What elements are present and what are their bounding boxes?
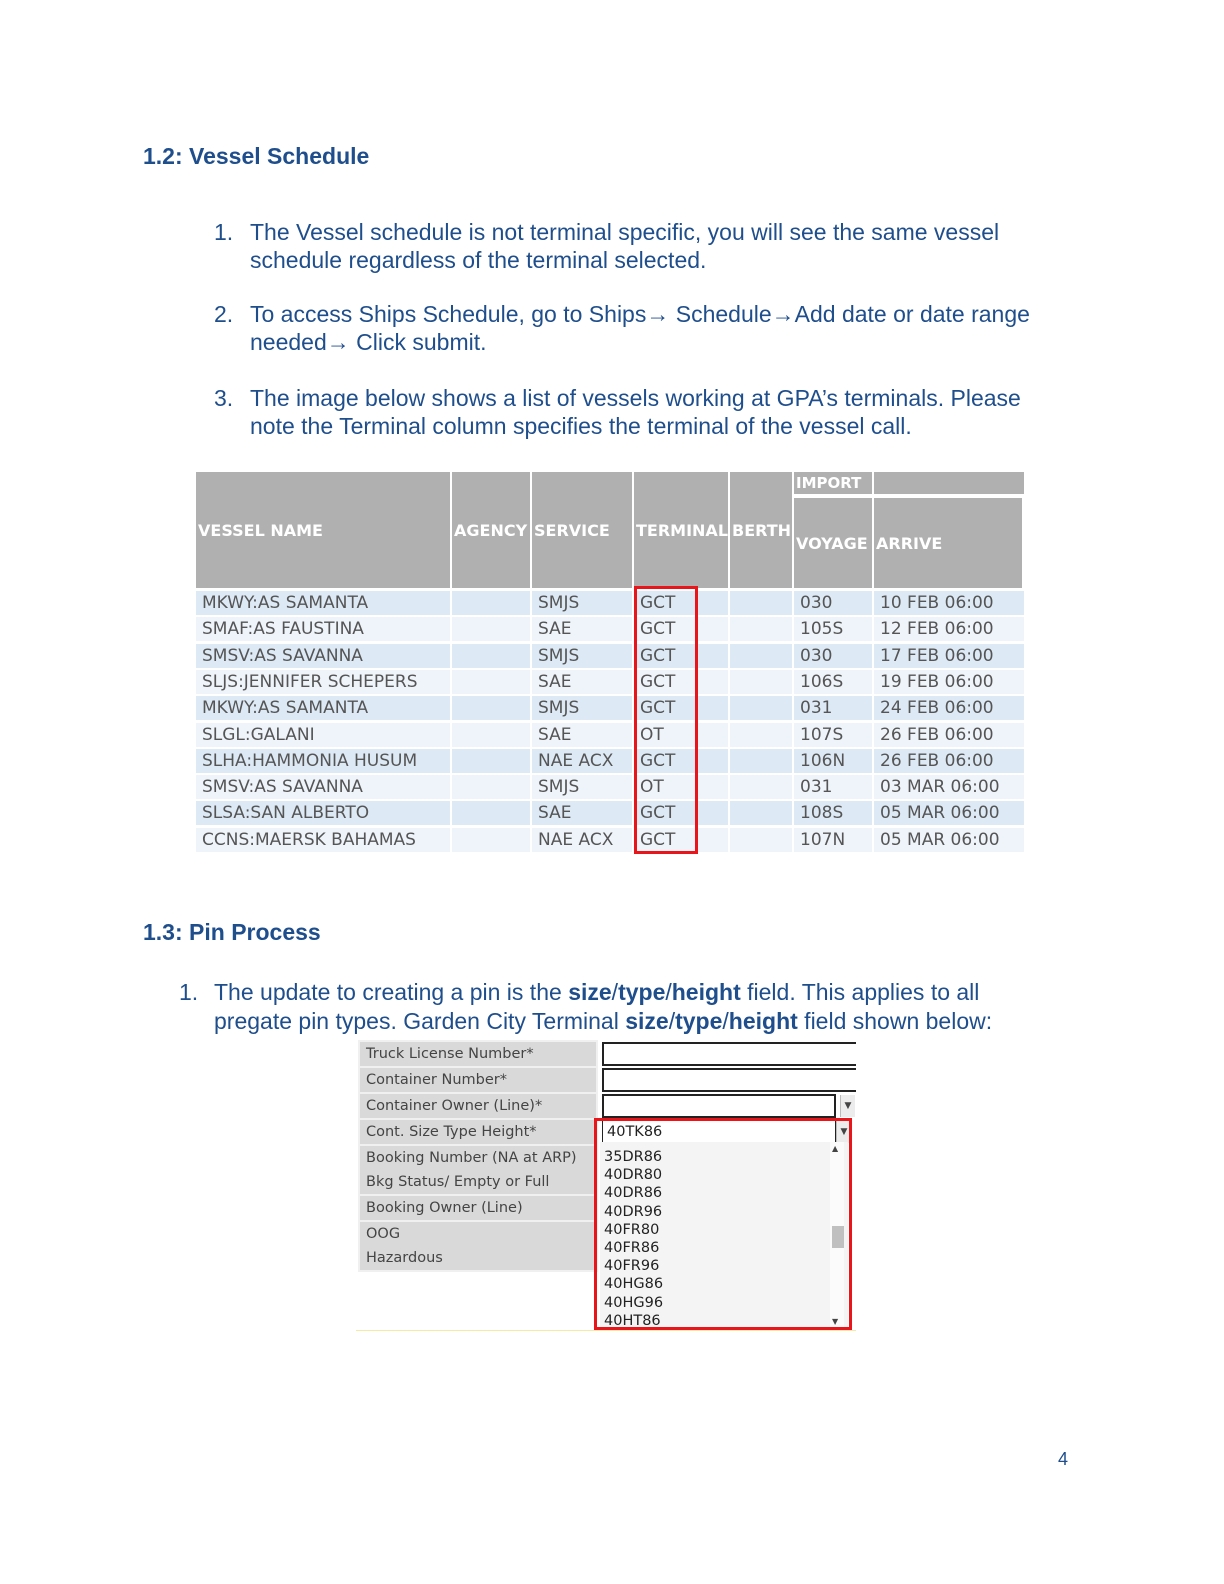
text-slash: / [611,979,619,1005]
dropdown-option[interactable]: 40FR80 [604,1221,660,1238]
size-type-height-select[interactable]: 40TK86 [602,1120,836,1144]
field-label-booking-owner: Booking Owner (Line) [360,1196,596,1220]
cell-terminal: GCT [640,645,676,666]
list-item [179,978,1099,1038]
cell-vessel: SLSA:SAN ALBERTO [202,803,370,824]
cell-agency [452,617,530,641]
cell-terminal: GCT [640,671,676,692]
text-run: pregate pin types. Garden City Terminal [214,1008,626,1034]
col-header-berth: BERTH [730,472,792,588]
cell-berth [730,775,792,799]
dropdown-option[interactable]: 40HT86 [604,1312,661,1328]
cell-berth [730,670,792,694]
cell-agency [452,775,530,799]
col-header-arrive: ARRIVE [874,498,1022,588]
field-label-oog: OOG [360,1222,596,1246]
cell-arrive: 12 FEB 06:00 [880,619,994,640]
table-row [196,591,1024,615]
cell-voyage: 107S [800,724,844,745]
cell-service: SAE [538,724,572,745]
cell-berth [730,723,792,747]
col-header-terminal: TERMINAL [634,472,728,588]
cell-arrive: 26 FEB 06:00 [880,724,994,745]
list-item [214,384,1094,440]
cell-vessel: MKWY:AS SAMANTA [202,593,369,613]
container-number-input[interactable] [602,1068,856,1092]
cell-terminal: GCT [640,593,676,613]
cell-berth [730,644,792,668]
list-text [250,300,1030,356]
cell-agency [452,828,530,852]
cell-arrive: 19 FEB 06:00 [880,671,994,692]
cell-berth [730,591,792,615]
cell-vessel: MKWY:AS SAMANTA [202,698,369,719]
bold-size: size [568,979,612,1005]
cell-terminal: GCT [640,750,676,771]
highlight-box-size-type-height [594,1118,852,1330]
cell-terminal: GCT [640,698,676,719]
col-header-voyage: VOYAGE [794,498,872,588]
table-row [196,801,1024,825]
list-text [250,218,999,274]
table-row [196,775,1024,799]
cell-terminal: OT [640,724,664,745]
cell-terminal: GCT [640,829,676,850]
cell-terminal: OT [640,777,664,798]
divider-line [356,1330,856,1331]
cell-vessel: SLGL:GALANI [202,724,315,745]
cell-vessel: SMSV:AS SAVANNA [202,645,363,666]
list-text-line: needed→ Click submit. [250,329,487,355]
column-separator [530,472,532,854]
pin-form-screenshot [356,1040,856,1332]
cell-service: NAE ACX [538,750,614,771]
import-group-header: IMPORT [794,472,1024,494]
cell-service: SMJS [538,593,580,613]
cell-terminal: GCT [640,619,676,640]
cell-voyage: 107N [800,829,846,850]
cell-service: SMJS [538,698,580,719]
column-separator [792,472,794,854]
cell-arrive: 26 FEB 06:00 [880,750,994,771]
col-header-vessel-name: VESSEL NAME [196,472,450,588]
cell-arrive: 17 FEB 06:00 [880,645,994,666]
text-slash: / [668,1008,676,1034]
cell-service: SMJS [538,645,580,666]
section-heading-vessel-schedule: 1.2: Vessel Schedule [143,143,370,169]
page-number: 4 [1058,1449,1069,1469]
cell-voyage: 106S [800,671,844,692]
list-number: 2. [214,301,234,327]
bold-type: type [675,1008,723,1034]
column-separator [872,472,874,854]
cell-service: SAE [538,671,572,692]
dropdown-option[interactable]: 40DR96 [604,1203,663,1220]
cell-berth [730,749,792,773]
text-slash: / [665,979,672,1005]
chevron-down-icon[interactable]: ▼ [840,1095,855,1117]
cell-agency [452,591,530,615]
cell-voyage: 031 [800,777,833,798]
cell-agency [452,749,530,773]
cell-service: SAE [538,619,572,640]
text-run: field. This applies to all [740,979,980,1005]
dropdown-option[interactable]: 40HG86 [604,1276,664,1293]
list-item [214,218,1094,274]
cell-agency [452,801,530,825]
bold-size: size [625,1008,669,1034]
table-row [196,723,1024,747]
cell-berth [730,801,792,825]
cell-agency [452,670,530,694]
cell-service: NAE ACX [538,829,614,850]
cell-voyage: 030 [800,593,833,613]
col-header-agency: AGENCY [452,472,530,588]
text-run: The update to creating a pin is the [214,979,569,1005]
field-label-booking-number: Booking Number (NA at ARP) [360,1146,596,1170]
field-label-container-number: Container Number* [360,1068,596,1092]
list-text-line: To access Ships Schedule, go to Ships→ Schedule→Add date or date range [250,301,1030,327]
dropdown-option[interactable]: 40FR96 [604,1258,660,1275]
dropdown-option[interactable]: 40HG96 [604,1294,664,1311]
list-text-line: schedule regardless of the terminal selected. [250,247,707,273]
cell-voyage: 106N [800,750,846,771]
list-text-line: The image below shows a list of vessels working at GPA’s terminals. Please [250,385,1021,411]
table-row [196,749,1024,773]
vessel-schedule-table [196,472,1024,854]
list-text [214,978,992,1036]
column-separator [728,472,730,854]
table-row [196,644,1024,668]
table-row [196,670,1024,694]
truck-license-input[interactable] [602,1042,856,1066]
field-label-truck-license: Truck License Number* [360,1042,596,1066]
section-heading-pin-process: 1.3: Pin Process [143,919,321,945]
table-row [196,828,1024,852]
text-slash: / [722,1008,729,1034]
list-number: 1. [214,219,234,245]
cell-arrive: 05 MAR 06:00 [880,803,1000,824]
scroll-down-icon[interactable]: ▼ [832,1317,839,1326]
dropdown-option[interactable]: 40DR80 [604,1167,663,1184]
list-number: 3. [214,385,234,411]
list-item [214,300,1094,356]
cell-arrive: 05 MAR 06:00 [880,829,1000,850]
bold-height: height [671,979,741,1005]
cell-berth [730,617,792,641]
dropdown-option[interactable]: 40DR86 [604,1185,663,1202]
table-row [196,696,1024,720]
scroll-up-icon[interactable]: ▲ [832,1144,839,1153]
list-text-line: The Vessel schedule is not terminal specific, you will see the same vessel [250,219,1000,245]
field-label-bkg-status: Bkg Status/ Empty or Full [360,1170,596,1194]
cell-berth [730,828,792,852]
container-owner-select[interactable] [602,1094,836,1118]
cell-service: SMJS [538,777,580,798]
list-text [250,384,1021,440]
cell-vessel: SMSV:AS SAVANNA [202,777,363,798]
dropdown-option[interactable]: 40FR86 [604,1240,660,1256]
cell-agency [452,644,530,668]
text-run: field shown below: [797,1008,993,1034]
cell-voyage: 105S [800,619,844,640]
field-label-container-owner: Container Owner (Line)* [360,1094,596,1118]
chevron-down-icon[interactable]: ▼ [836,1121,851,1143]
cell-voyage: 030 [800,645,833,666]
cell-agency [452,723,530,747]
cell-vessel: SLJS:JENNIFER SCHEPERS [202,671,418,692]
list-number: 1. [179,979,199,1005]
col-header-service: SERVICE [532,472,632,588]
bold-height: height [728,1008,798,1034]
cell-agency [452,696,530,720]
column-separator [450,472,452,854]
cell-vessel: CCNS:MAERSK BAHAMAS [202,829,416,850]
cell-voyage: 031 [800,698,833,719]
highlight-box-terminal-column [634,586,698,854]
cell-arrive: 24 FEB 06:00 [880,698,994,719]
list-text-line: note the Terminal column specifies the terminal of the vessel call. [250,413,912,439]
cell-voyage: 108S [800,803,844,824]
dropdown-option[interactable]: 35DR86 [604,1149,663,1165]
bold-type: type [618,979,666,1005]
field-label-hazardous: Hazardous [360,1246,596,1270]
cell-arrive: 03 MAR 06:00 [880,777,1000,798]
cell-arrive: 10 FEB 06:00 [880,593,994,613]
cell-terminal: GCT [640,803,676,824]
cell-service: SAE [538,803,572,824]
field-label-size-type-height: Cont. Size Type Height* [360,1120,596,1144]
cell-vessel: SMAF:AS FAUSTINA [202,619,364,640]
table-row [196,617,1024,641]
cell-vessel: SLHA:HAMMONIA HUSUM [202,750,418,771]
cell-berth [730,696,792,720]
